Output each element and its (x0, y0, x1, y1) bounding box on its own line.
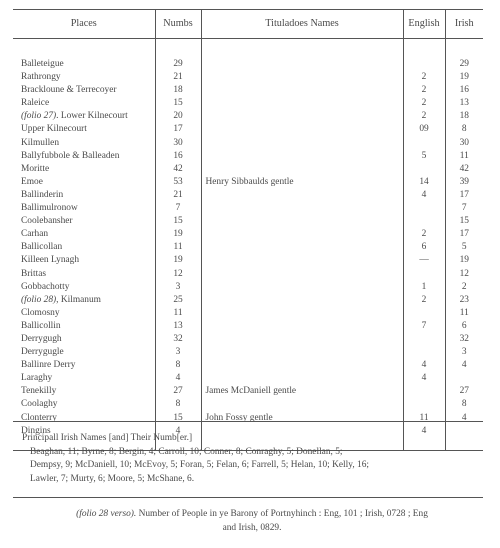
numbs-cell: 11 (155, 307, 201, 320)
place-cell (13, 163, 155, 176)
irish-cell: 19 (445, 71, 483, 84)
english-cell: 2 (403, 294, 445, 307)
tituladoes-cell (201, 346, 403, 359)
numbs-cell: 30 (155, 137, 201, 150)
irish-cell: 8 (445, 123, 483, 136)
irish-names-line: Dempsy, 9; McDaniell, 10; McEvoy, 5; Foran, 5; Felan, 6; Farrell, 5; Helan, 10; Kelly, 16; (30, 460, 370, 471)
place-cell (13, 71, 155, 84)
tituladoes-cell (201, 281, 403, 294)
english-cell: 2 (403, 71, 445, 84)
irish-cell: 2 (445, 281, 483, 294)
place-cell (13, 333, 155, 346)
numbs-cell: 3 (155, 346, 201, 359)
table-row (13, 333, 483, 346)
english-cell (403, 137, 445, 150)
english-cell: 2 (403, 97, 445, 110)
irish-cell: 23 (445, 294, 483, 307)
irish-names-line: Lawler, 7; Murty, 6; Moore, 5; McShane, 6. (30, 473, 195, 484)
table-row (13, 254, 483, 267)
numbs-cell: 21 (155, 189, 201, 202)
census-table (13, 9, 483, 451)
place-cell (13, 307, 155, 320)
place-cell (13, 372, 155, 385)
table-row (13, 84, 483, 97)
numbs-cell: 4 (155, 425, 201, 451)
table-row (13, 359, 483, 372)
tituladoes-cell (201, 71, 403, 84)
footer-line: and Irish, 0829. (222, 522, 282, 533)
numbs-cell: 42 (155, 163, 201, 176)
numbs-cell: 15 (155, 215, 201, 228)
place-name: Tenekilly (21, 386, 57, 397)
tituladoes-cell (201, 398, 403, 411)
irish-cell: 30 (445, 137, 483, 150)
header-irish: Irish (445, 10, 483, 39)
numbs-cell: 32 (155, 333, 201, 346)
irish-cell: 11 (445, 150, 483, 163)
english-cell: 7 (403, 320, 445, 333)
irish-cell: 18 (445, 110, 483, 123)
tituladoes-cell (201, 110, 403, 123)
table-header-row (13, 10, 483, 39)
english-cell: 2 (403, 110, 445, 123)
folio-marker: (folio 28) (21, 294, 57, 305)
place-cell (13, 398, 155, 411)
english-cell: 2 (403, 84, 445, 97)
tituladoes-cell (201, 215, 403, 228)
tituladoes-cell: John Fossy gentle (201, 412, 403, 425)
place-name: Coolebansher (21, 216, 73, 227)
irish-names-heading: Principall Irish Names [and] Their Numb[er.] (22, 433, 193, 443)
table-row (13, 150, 483, 163)
tituladoes-cell (201, 294, 403, 307)
place-cell (13, 346, 155, 359)
place-cell (13, 320, 155, 333)
irish-cell: 4 (445, 412, 483, 425)
place-cell (13, 385, 155, 398)
irish-cell: 27 (445, 385, 483, 398)
place-name: Ballyfubbole & Balleaden (21, 150, 120, 161)
numbs-cell: 8 (155, 398, 201, 411)
english-cell (403, 385, 445, 398)
place-cell (13, 281, 155, 294)
place-name: Clonterry (21, 412, 57, 423)
place-name: Upper Kilnecourt (21, 124, 87, 135)
table-row (13, 163, 483, 176)
tituladoes-cell (201, 189, 403, 202)
english-cell (403, 333, 445, 346)
table-row (13, 281, 483, 294)
table-row (13, 241, 483, 254)
place-name: Kilmullen (21, 137, 60, 148)
table-row (13, 346, 483, 359)
english-cell: 11 (403, 412, 445, 425)
header-numbs: Numbs (155, 10, 201, 39)
numbs-cell: 25 (155, 294, 201, 307)
table-row (13, 215, 483, 228)
place-cell (13, 359, 155, 372)
irish-cell: 19 (445, 254, 483, 267)
irish-cell: 39 (445, 176, 483, 189)
english-cell: 09 (403, 123, 445, 136)
tituladoes-cell (201, 163, 403, 176)
place-cell (13, 241, 155, 254)
tituladoes-cell (201, 150, 403, 163)
place-name: Moritte (21, 163, 50, 174)
english-cell (403, 307, 445, 320)
table-row (13, 97, 483, 110)
place-name: Derrygugh (21, 333, 62, 344)
tituladoes-cell (201, 202, 403, 215)
tituladoes-cell (201, 39, 403, 72)
numbs-cell: 19 (155, 228, 201, 241)
place-name: Killeen Lynagh (21, 255, 80, 266)
place-cell (13, 123, 155, 136)
place-name: Ballicollin (21, 320, 61, 331)
numbs-cell: 17 (155, 123, 201, 136)
footer-line: Number of People in ye Barony of Portnyhinch : Eng, 101 ; Irish, 0728 ; Eng (138, 509, 428, 519)
footer-folio: (folio 28 verso). (76, 509, 137, 519)
tituladoes-cell (201, 254, 403, 267)
irish-cell: 6 (445, 320, 483, 333)
section-divider (13, 497, 483, 498)
irish-cell: 42 (445, 163, 483, 176)
place-cell (13, 150, 155, 163)
place-name: Balleteigue (21, 59, 64, 69)
irish-cell: 16 (445, 84, 483, 97)
irish-cell: 11 (445, 307, 483, 320)
place-name: Clomosny (21, 307, 60, 318)
english-cell: 6 (403, 241, 445, 254)
english-cell: 2 (403, 228, 445, 241)
place-cell (13, 84, 155, 97)
place-name: Carhan (21, 229, 49, 240)
place-name: . Lower Kilnecourt (56, 111, 128, 122)
table-row (13, 137, 483, 150)
table-body (13, 39, 483, 451)
numbs-cell: 19 (155, 254, 201, 267)
place-cell (13, 215, 155, 228)
irish-cell: 17 (445, 228, 483, 241)
irish-cell: 4 (445, 359, 483, 372)
header-places: Places (13, 10, 155, 39)
table-row (13, 110, 483, 123)
place-cell (13, 110, 155, 123)
english-cell (403, 39, 445, 72)
barony-total (24, 508, 480, 535)
english-cell (403, 215, 445, 228)
header-tituladoes: Tituladoes Names (201, 10, 403, 39)
english-cell (403, 163, 445, 176)
english-cell: 4 (403, 372, 445, 385)
table-row (13, 412, 483, 425)
tituladoes-cell (201, 359, 403, 372)
tituladoes-cell (201, 268, 403, 281)
place-name: Ballimulronow (21, 203, 78, 214)
english-cell: 14 (403, 176, 445, 189)
english-cell: 4 (403, 189, 445, 202)
place-cell (13, 412, 155, 425)
place-cell (13, 39, 155, 72)
numbs-cell: 11 (155, 241, 201, 254)
tituladoes-cell (201, 307, 403, 320)
table-row (13, 372, 483, 385)
numbs-cell: 18 (155, 84, 201, 97)
irish-cell: 32 (445, 333, 483, 346)
place-name: Coolaghy (21, 399, 58, 410)
place-name: Raleice (21, 98, 50, 109)
numbs-cell: 4 (155, 372, 201, 385)
irish-cell: 15 (445, 215, 483, 228)
place-name: Ballinre Derry (21, 360, 76, 371)
table-row (13, 123, 483, 136)
tituladoes-cell (201, 372, 403, 385)
irish-cell: 12 (445, 268, 483, 281)
english-cell (403, 398, 445, 411)
place-cell (13, 254, 155, 267)
numbs-cell: 29 (155, 39, 201, 72)
table-row (13, 189, 483, 202)
table-row (13, 307, 483, 320)
table-row (13, 268, 483, 281)
numbs-cell: 27 (155, 385, 201, 398)
irish-cell: 3 (445, 346, 483, 359)
numbs-cell: 16 (155, 150, 201, 163)
place-cell (13, 294, 155, 307)
table-row (13, 228, 483, 241)
numbs-cell: 3 (155, 281, 201, 294)
place-name: , Kilmanum (56, 294, 101, 305)
english-cell (403, 268, 445, 281)
place-cell (13, 189, 155, 202)
place-cell (13, 97, 155, 110)
tituladoes-cell (201, 241, 403, 254)
table-row (13, 176, 483, 189)
irish-cell: 13 (445, 97, 483, 110)
table-row (13, 294, 483, 307)
table-row (13, 39, 483, 72)
place-name: Brackloune & Terrecoyer (21, 85, 117, 96)
place-name: Gobbachotty (21, 281, 70, 292)
place-name: Derrygugle (21, 347, 64, 358)
numbs-cell: 8 (155, 359, 201, 372)
irish-cell: 8 (445, 398, 483, 411)
irish-cell: 7 (445, 202, 483, 215)
tituladoes-cell: James McDaniell gentle (201, 385, 403, 398)
place-name: Brittas (21, 268, 46, 279)
tituladoes-cell (201, 123, 403, 136)
tituladoes-cell (201, 97, 403, 110)
table-row (13, 398, 483, 411)
table-row (13, 71, 483, 84)
irish-cell: 17 (445, 189, 483, 202)
place-cell (13, 268, 155, 281)
tituladoes-cell: Henry Sibbaulds gentle (201, 176, 403, 189)
english-cell: 4 (403, 359, 445, 372)
tituladoes-cell (201, 84, 403, 97)
place-name: Dingins (21, 425, 51, 436)
place-name: Ballicollan (21, 242, 63, 253)
header-english: English (403, 10, 445, 39)
english-cell (403, 346, 445, 359)
section-divider (13, 421, 483, 422)
numbs-cell: 20 (155, 110, 201, 123)
place-name: Laraghy (21, 373, 53, 384)
place-cell (13, 228, 155, 241)
tituladoes-cell (201, 228, 403, 241)
irish-cell (445, 372, 483, 385)
numbs-cell: 12 (155, 268, 201, 281)
numbs-cell: 15 (155, 412, 201, 425)
place-cell (13, 137, 155, 150)
numbs-cell: 15 (155, 97, 201, 110)
english-cell: 4 (403, 425, 445, 451)
irish-names-line: Beaghan, 11; Byrne, 8; Bergin, 4; Carroll, 10; Conner, 8; Conraghy, 5; Donellan, 5; (30, 446, 343, 457)
english-cell: — (403, 254, 445, 267)
table-row (13, 385, 483, 398)
tituladoes-cell (201, 333, 403, 346)
numbs-cell: 13 (155, 320, 201, 333)
place-name: Emoe (21, 176, 43, 187)
table-row (13, 320, 483, 333)
place-cell (13, 176, 155, 189)
tituladoes-cell (201, 137, 403, 150)
english-cell (403, 202, 445, 215)
numbs-cell: 7 (155, 202, 201, 215)
numbs-cell: 53 (155, 176, 201, 189)
english-cell: 5 (403, 150, 445, 163)
irish-names-section (22, 432, 484, 486)
place-cell (13, 202, 155, 215)
english-cell: 1 (403, 281, 445, 294)
place-name: Ballinderin (21, 189, 64, 200)
tituladoes-cell (201, 320, 403, 333)
place-name: Rathrongy (21, 72, 61, 83)
numbs-cell: 21 (155, 71, 201, 84)
irish-cell: 5 (445, 241, 483, 254)
table-row (13, 202, 483, 215)
irish-cell: 29 (445, 39, 483, 72)
folio-marker: (folio 27) (21, 111, 57, 122)
